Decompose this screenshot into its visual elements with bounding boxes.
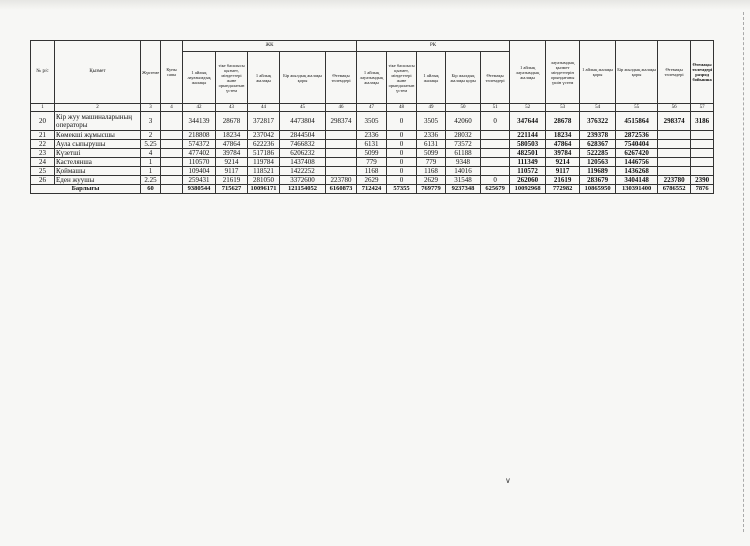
table-cell: 61188 [446,149,481,158]
table-cell: 2844504 [280,131,326,140]
table-cell [658,149,691,158]
column-index-row [31,104,714,112]
table-cell: 109404 [183,167,216,176]
table-cell: 347644 [510,112,546,131]
table-cell [481,158,510,167]
total-cell: 10092968 [510,185,546,194]
index-cell: 2 [55,104,141,112]
header-left-2: тіке басшысы қызмет, міндеттері және орындалатын үстем [216,52,248,104]
table-cell: 28032 [446,131,481,140]
table-cell [481,140,510,149]
table-cell: 6131 [417,140,446,149]
row-number-cell: 23 [31,149,55,158]
table-cell [658,158,691,167]
table-cell [161,158,183,167]
table-cell: 3404148 [616,176,658,185]
total-cell: 121154052 [280,185,326,194]
table-cell: 0 [387,149,417,158]
table-cell: 0 [387,167,417,176]
index-cell: 56 [658,104,691,112]
table-cell: 2629 [357,176,387,185]
table-cell: 239378 [580,131,616,140]
table-cell: 372817 [248,112,280,131]
table-cell [161,176,183,185]
table-cell: 6267420 [616,149,658,158]
total-cell: 10865950 [580,185,616,194]
total-cell: 6786552 [658,185,691,194]
index-cell: 52 [510,104,546,112]
table-cell [691,167,714,176]
table-cell: 119689 [580,167,616,176]
table-cell: 21619 [546,176,580,185]
table-cell: 262060 [510,176,546,185]
table-cell: 482501 [510,149,546,158]
table-cell: 73572 [446,140,481,149]
table-cell: 2629 [417,176,446,185]
table-cell: 111349 [510,158,546,167]
table-row [31,167,714,176]
index-cell: 42 [183,104,216,112]
table-cell [161,140,183,149]
table-cell: 298374 [326,112,357,131]
total-cell: 712424 [357,185,387,194]
total-cell: 625679 [481,185,510,194]
header-group-left: ЖК [183,41,357,52]
index-cell: 54 [580,104,616,112]
table-row [31,140,714,149]
header-count: Жүктеме [141,41,161,104]
table-cell: 4473804 [280,112,326,131]
table-cell: 119784 [248,158,280,167]
header-row-top [31,41,714,52]
table-cell: 574372 [183,140,216,149]
index-cell: 3 [141,104,161,112]
table-cell [658,131,691,140]
index-cell: 53 [546,104,580,112]
header-category: Куны сапы [161,41,183,104]
table-cell: 477402 [183,149,216,158]
header-total-1: 1 айлық лауазымдық жалақы [510,41,546,104]
table-cell: 14016 [446,167,481,176]
index-cell: 43 [216,104,248,112]
row-number-cell: 20 [31,112,55,131]
table-cell [481,131,510,140]
table-cell: 223780 [658,176,691,185]
index-cell: 44 [248,104,280,112]
table-cell: 2.25 [141,176,161,185]
position-cell: Қоймашы [55,167,141,176]
table-cell [326,149,357,158]
header-left-3: 1 айлық жалақы [248,52,280,104]
table-cell: 0 [387,176,417,185]
table-cell: 0 [387,112,417,131]
total-cell: 9237348 [446,185,481,194]
table-cell: 9117 [546,167,580,176]
table-cell: 1168 [357,167,387,176]
total-label: Барлығы [31,185,141,194]
total-cell: 57355 [387,185,417,194]
index-cell: 51 [481,104,510,112]
position-cell: Күзетші [55,149,141,158]
table-cell: 28678 [216,112,248,131]
header-group-right: РК [357,41,510,52]
table-cell: 1 [141,158,161,167]
header-rownum: № р/с [31,41,55,104]
table-body [31,112,714,185]
total-cell: 715627 [216,185,248,194]
scan-shadow [0,0,750,10]
table-cell [691,140,714,149]
table-cell: 517186 [248,149,280,158]
table-row [31,112,714,131]
table-cell [161,112,183,131]
table-cell: 3505 [357,112,387,131]
table-cell: 5.25 [141,140,161,149]
table-cell: 120563 [580,158,616,167]
table-cell [658,140,691,149]
table-cell: 118521 [248,167,280,176]
header-left-5: Өтемақы төлемдері [326,52,357,104]
table-cell: 42060 [446,112,481,131]
table-cell: 9214 [216,158,248,167]
header-position: Қызмет [55,41,141,104]
table-cell [161,167,183,176]
table-cell [161,131,183,140]
row-number-cell: 25 [31,167,55,176]
table-cell: 2 [141,131,161,140]
table-cell: 3186 [691,112,714,131]
index-cell: 55 [616,104,658,112]
header-right-1: 1 айлық лауазымдық жалақы [357,52,387,104]
table-cell: 47864 [216,140,248,149]
table-cell: 223780 [326,176,357,185]
total-cell: 772982 [546,185,580,194]
table-cell: 218808 [183,131,216,140]
position-cell: Кір жуу машиналарының операторы [55,112,141,131]
total-cell: 9380544 [183,185,216,194]
table-cell: 5099 [417,149,446,158]
table-cell [658,167,691,176]
table-cell: 18234 [216,131,248,140]
table-cell: 0 [387,131,417,140]
table-cell: 7540404 [616,140,658,149]
table-cell: 283679 [580,176,616,185]
index-cell: 45 [280,104,326,112]
table-cell: 376322 [580,112,616,131]
header-right-4: Бір жылдық жалақы қоры [446,52,481,104]
table-cell: 31548 [446,176,481,185]
table-cell: 6131 [357,140,387,149]
total-count: 60 [141,185,161,194]
table-cell: 0 [387,158,417,167]
table-cell: 9214 [546,158,580,167]
header-left-1: 1 айлық лауазымдық жалақы [183,52,216,104]
table-cell: 221144 [510,131,546,140]
table-cell: 0 [481,176,510,185]
header-right-2: тіке басшысы қызмет, міндеттері және орындалатын үстем [387,52,417,104]
table-cell: 1422252 [280,167,326,176]
table-cell: 628367 [580,140,616,149]
position-cell: Еден жуушы [55,176,141,185]
table-cell [161,149,183,158]
table-cell: 4515864 [616,112,658,131]
table-cell: 39784 [546,149,580,158]
table-cell: 259431 [183,176,216,185]
header-total-5: Өтемақы төлемдері [658,41,691,104]
table-cell: 47864 [546,140,580,149]
table-cell: 1437408 [280,158,326,167]
table-cell: 1 [141,167,161,176]
table-cell: 344139 [183,112,216,131]
table-cell [326,140,357,149]
table-cell [691,131,714,140]
salary-table [30,40,714,194]
table-cell: 580503 [510,140,546,149]
index-cell: 49 [417,104,446,112]
header-right-3: 1 айлық жалақы [417,52,446,104]
table-cell [326,158,357,167]
table-row [31,131,714,140]
page-edge [742,12,744,532]
total-cell: 10096171 [248,185,280,194]
table-cell [481,149,510,158]
total-cat [161,185,183,194]
table-cell: 2390 [691,176,714,185]
table-cell: 298374 [658,112,691,131]
table-cell: 522285 [580,149,616,158]
margin-mark: ∨ [505,476,511,485]
table-cell: 3505 [417,112,446,131]
table-cell: 1436268 [616,167,658,176]
table-cell [326,167,357,176]
total-cell: 769779 [417,185,446,194]
total-row [31,185,714,194]
table-cell: 237042 [248,131,280,140]
row-number-cell: 22 [31,140,55,149]
header-left-4: Бір жылдық жалақы қоры [280,52,326,104]
position-cell: Көмекші жұмысшы [55,131,141,140]
table-cell: 779 [357,158,387,167]
table-cell: 6206232 [280,149,326,158]
table-cell: 110570 [183,158,216,167]
table-cell: 9117 [216,167,248,176]
table-cell: 1168 [417,167,446,176]
row-number-cell: 24 [31,158,55,167]
table-cell: 0 [481,112,510,131]
position-cell: Кастелянша [55,158,141,167]
index-cell: 4 [161,104,183,112]
table-cell: 7466832 [280,140,326,149]
table-cell: 1446756 [616,158,658,167]
table-cell: 4 [141,149,161,158]
index-cell: 50 [446,104,481,112]
table-cell: 0 [387,140,417,149]
table-cell: 9348 [446,158,481,167]
position-cell: Аула сыпырушы [55,140,141,149]
total-cell: 6160873 [326,185,357,194]
row-number-cell: 26 [31,176,55,185]
table-cell: 5099 [357,149,387,158]
header-total-3: 1 айлық жалақы қоры [580,41,616,104]
table-cell [326,131,357,140]
index-cell: 48 [387,104,417,112]
table-cell: 3372600 [280,176,326,185]
header-right-5: Өтемақы төлемдері [481,52,510,104]
table-cell: 110572 [510,167,546,176]
table-cell [691,158,714,167]
table-row [31,158,714,167]
total-cell: 130391400 [616,185,658,194]
table-cell: 18234 [546,131,580,140]
index-cell: 57 [691,104,714,112]
table-cell: 28678 [546,112,580,131]
index-cell: 1 [31,104,55,112]
row-number-cell: 21 [31,131,55,140]
header-total-4: Бір жылдық жалақы қоры [616,41,658,104]
table-row [31,149,714,158]
table-cell: 2336 [357,131,387,140]
header-total-6: Өтемақы төлемдері разряд бойынша [691,41,714,104]
table-row [31,176,714,185]
index-cell: 47 [357,104,387,112]
table-cell [691,149,714,158]
table-cell: 3 [141,112,161,131]
table-cell: 21619 [216,176,248,185]
table-cell: 281050 [248,176,280,185]
index-cell: 46 [326,104,357,112]
header-total-2: лауазымдық қызмет міндеттерін орындағаны үшін үстем [546,41,580,104]
table-cell: 779 [417,158,446,167]
table-cell: 2872536 [616,131,658,140]
total-cell: 7876 [691,185,714,194]
table-cell [481,167,510,176]
table-cell: 2336 [417,131,446,140]
table-cell: 39784 [216,149,248,158]
table-cell: 622236 [248,140,280,149]
